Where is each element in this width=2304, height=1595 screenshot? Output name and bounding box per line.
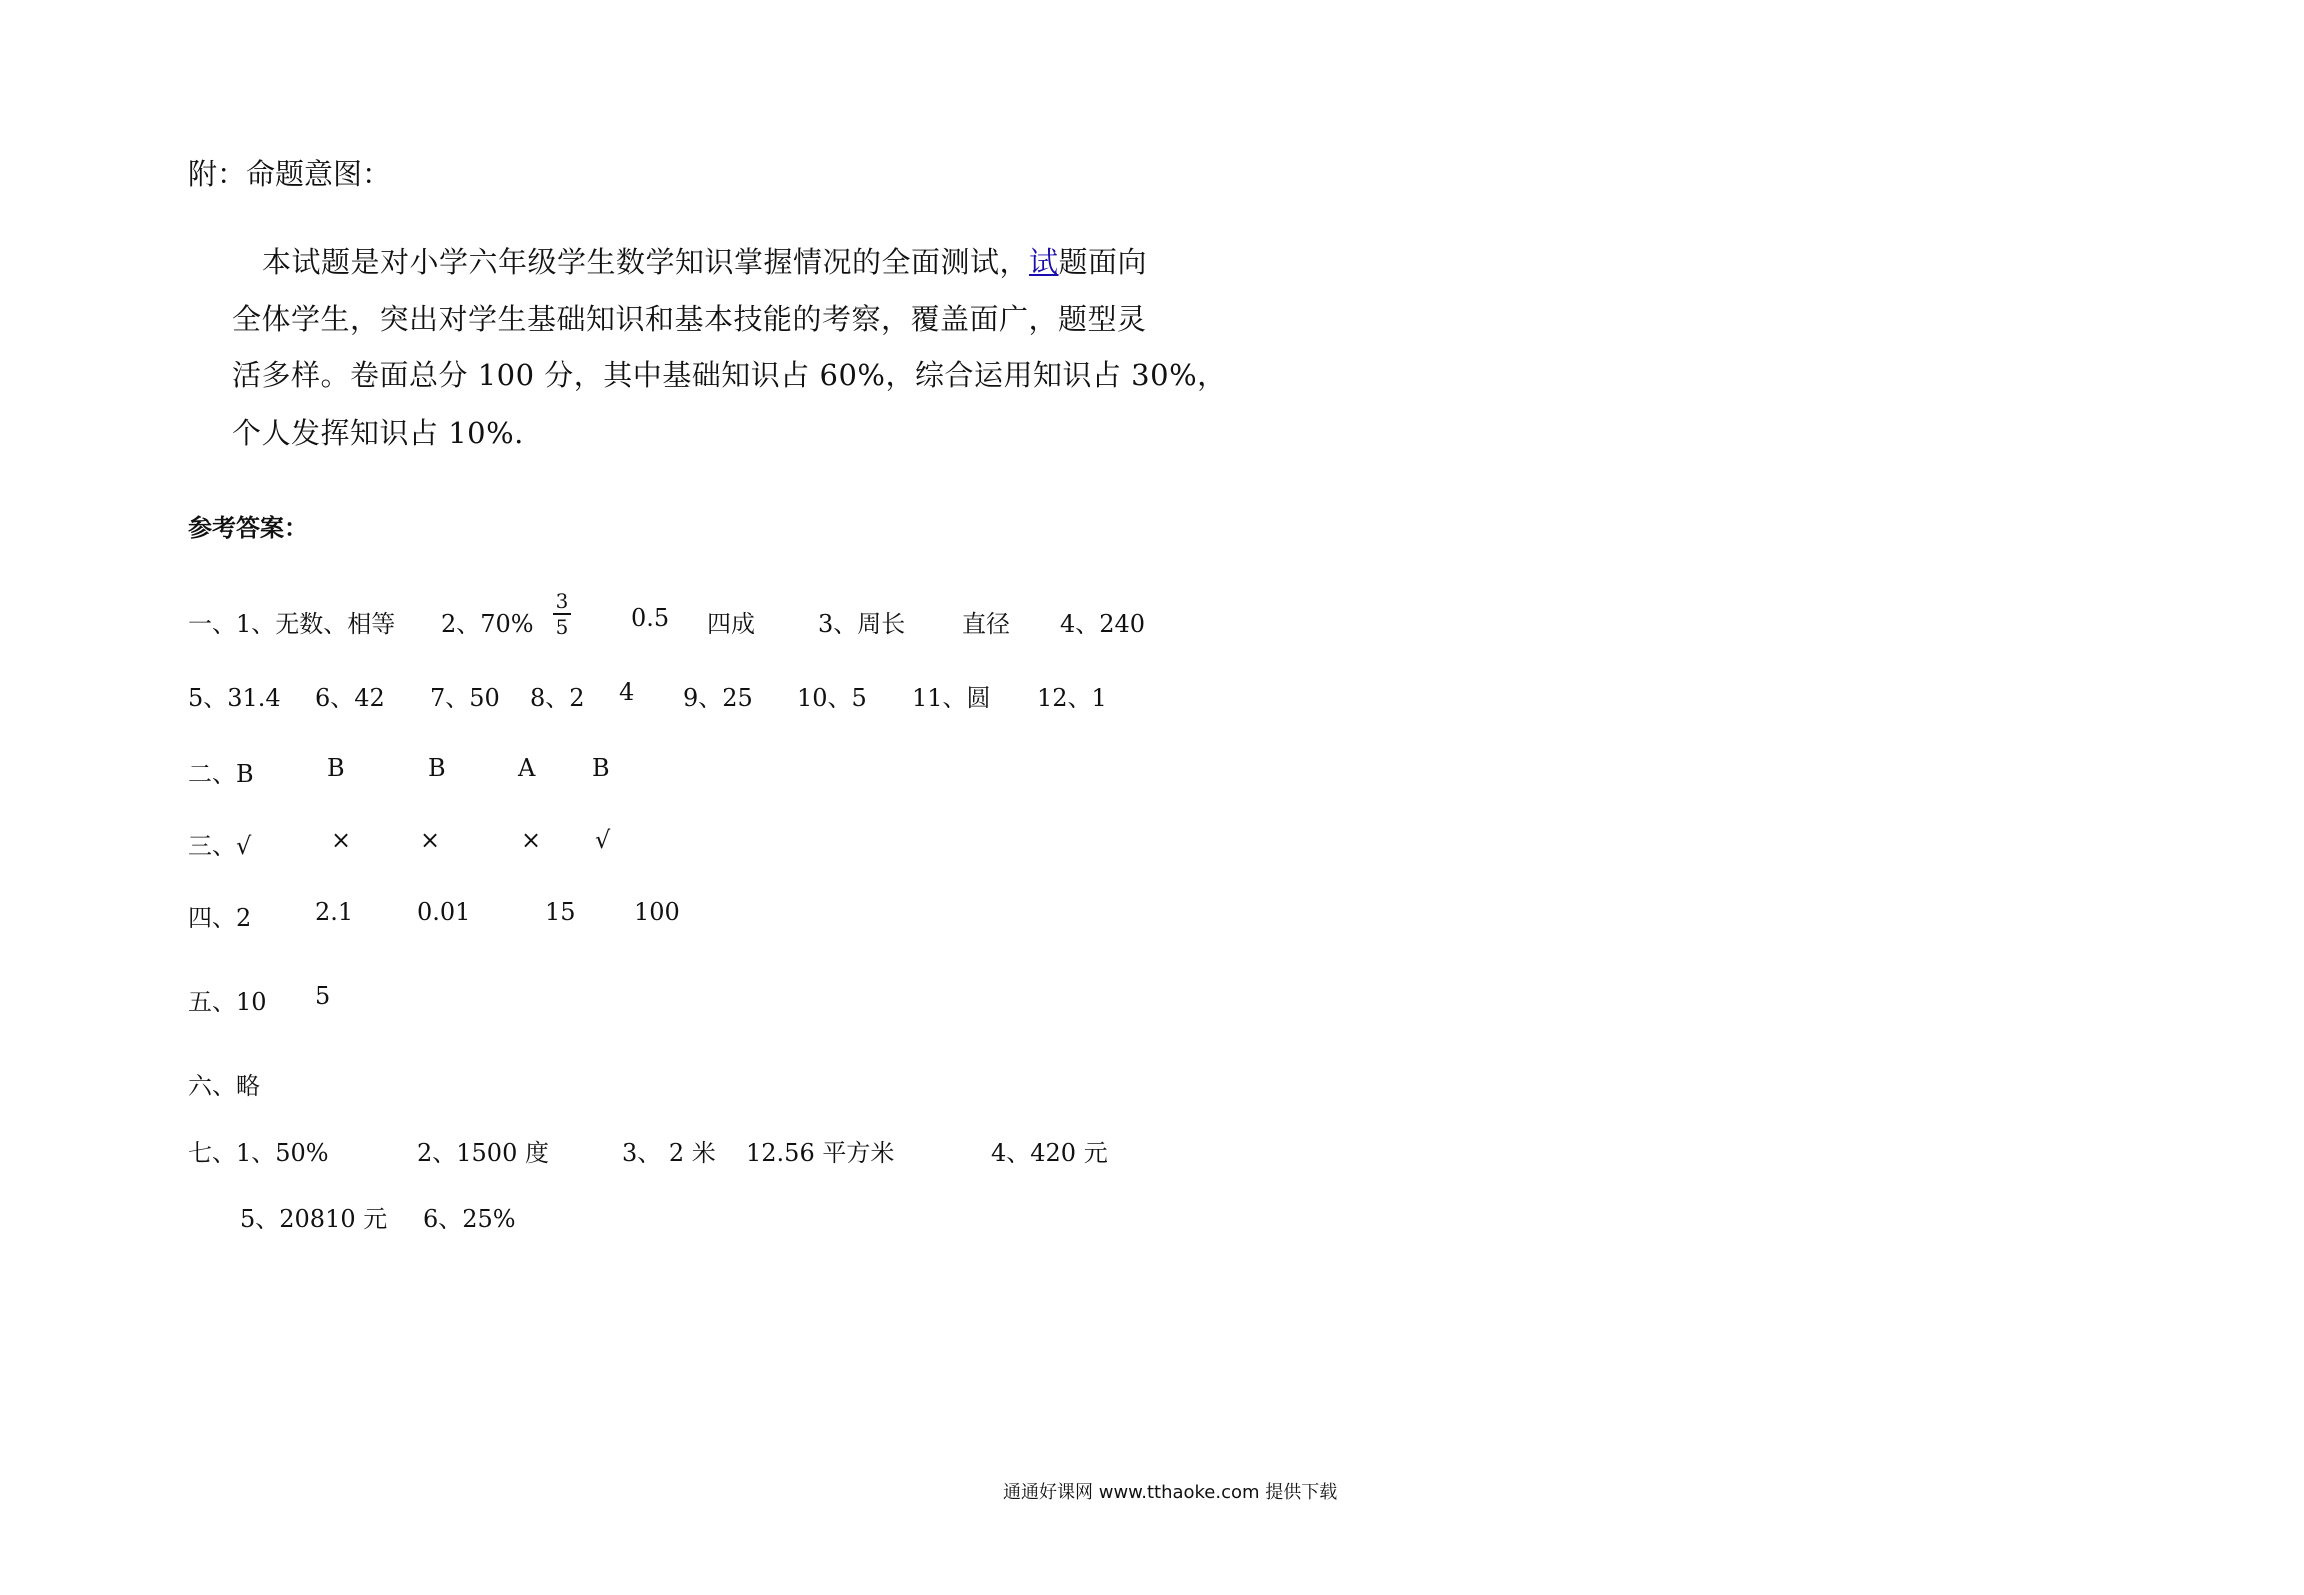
section7-q3: 3、 2 米 [622,1139,716,1167]
section1-q8: 8、2 [530,684,585,712]
hyperlink[interactable]: 试 [1029,245,1059,279]
section1-v3: 直径 [962,610,1010,638]
section2-label: 二、B [188,760,254,788]
section3-label: 三、√ [188,832,252,860]
section6-label: 六、略 [188,1072,260,1100]
section1-q4: 4、240 [1060,610,1146,638]
section3-item: × [521,826,542,854]
paragraph-text: 题面向 [1058,245,1148,279]
section3-item: × [331,826,352,854]
section7-label: 七、1、50% [188,1139,329,1167]
section1-q11: 11、圆 [912,684,991,712]
section1-q7: 7、50 [430,684,500,712]
fraction-denominator: 5 [555,615,569,639]
section2-item: B [327,754,345,782]
section1-q3: 3、周长 [818,610,906,638]
section7-q6: 6、25% [423,1205,516,1233]
section1-v2: 四成 [707,610,755,638]
section1-q8b: 4 [619,678,635,706]
fraction [553,590,571,638]
section4-item: 15 [545,898,576,926]
section1-label: 一、1、无数、相等 [188,610,396,638]
paragraph-line-3: 活多样。卷面总分 100 分，其中基础知识占 60%，综合运用知识占 30%， [232,358,1227,392]
section1-q6: 6、42 [315,684,385,712]
section5-label: 五、10 [188,988,267,1016]
section5-item: 5 [315,982,331,1010]
paragraph-line-2: 全体学生，突出对学生基础知识和基本技能的考察，覆盖面广，题型灵 [232,302,1147,336]
section1-q5: 5、31.4 [188,684,281,712]
section4-item: 0.01 [417,898,471,926]
section1-q10: 10、5 [797,684,867,712]
section7-q5: 5、20810 元 [240,1205,388,1233]
section3-item: √ [595,826,611,854]
section3-item: × [420,826,441,854]
page-heading: 附：命题意图： [188,157,392,191]
section1-q2: 2、70% [441,610,534,638]
section2-item: B [428,754,446,782]
section1-v1: 0.5 [631,604,670,632]
paragraph-text: 本试题是对小学六年级学生数学知识掌握情况的全面测试， [262,245,1030,279]
section4-item: 100 [634,898,680,926]
fraction-numerator: 3 [555,589,569,613]
section2-item: B [592,754,610,782]
section7-q4: 4、420 元 [991,1139,1108,1167]
section1-q9: 9、25 [683,684,753,712]
paragraph-line-4: 个人发挥知识占 10%. [232,416,524,450]
section1-q12: 12、1 [1037,684,1107,712]
section7-q3b: 12.56 平方米 [746,1139,895,1167]
page-footer: 通通好课网 www.tthaoke.com 提供下载 [1003,1482,1338,1503]
section2-item: A [518,754,536,782]
answers-title: 参考答案： [188,514,308,542]
paragraph-line-1 [262,240,1147,281]
section7-q2: 2、1500 度 [417,1139,549,1167]
section4-label: 四、2 [188,904,252,932]
section4-item: 2.1 [315,898,354,926]
